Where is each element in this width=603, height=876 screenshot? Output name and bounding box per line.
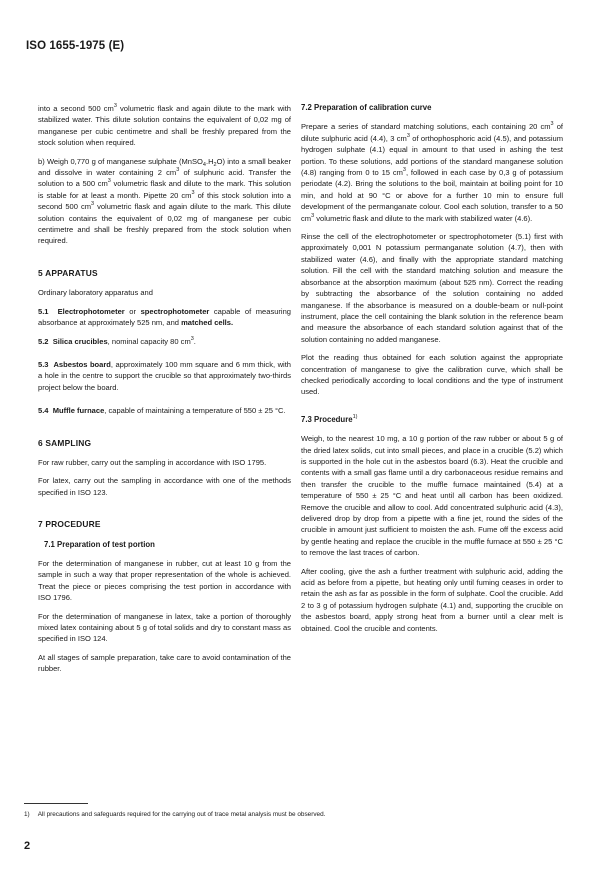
footnote-text: All precautions and safeguards required for the carrying out of trace metal analysis must be observed. — [37, 811, 326, 818]
page-number: 2 — [24, 840, 31, 852]
document-id-header: ISO 1655-1975 (E) — [26, 40, 125, 52]
footnote-ref: 1) — [352, 413, 358, 420]
term: spectrophotometer — [140, 306, 210, 316]
calibration-plot: Plot the reading thus obtained for each solution against the appropriate concentration of manganese to give the calibration curve, which shall be checked periodically according to local conditions and the type of instrument used. — [301, 353, 563, 397]
section-heading-sampling: 6 SAMPLING — [38, 437, 92, 448]
text: of orthophosphoric acid (4.5), and potassium hydrogen sulphate (4.1) equal in amount to that used in ashing the test portion. To these solutions, add portions of the standard manganese solution (4.8) ranging from 0 to 15 cm — [301, 133, 563, 178]
superscript: 3 — [190, 335, 194, 342]
text: of sulphuric acid. Transfer the solution to a 500 cm — [38, 168, 291, 189]
calibration-prepare — [301, 121, 563, 224]
text: or — [124, 306, 141, 316]
subscript: 4 — [202, 161, 206, 168]
item-number: 5.2 — [38, 336, 49, 346]
text: into a second 500 cm — [38, 104, 114, 113]
subsection-heading-7-3 — [301, 414, 563, 425]
superscript: 3 — [311, 212, 315, 219]
superscript: 3 — [107, 178, 111, 185]
footnote — [24, 811, 325, 818]
item-5-1 — [38, 306, 291, 329]
sampling-latex: For latex, carry out the sampling in accordance with one of the methods specified in ISO 123. — [38, 476, 291, 497]
text: b) Weigh 0,770 g of manganese sulphate (MnSO — [38, 156, 203, 166]
text: capable of measuring absorbance at approximately 525 nm, and — [38, 306, 291, 328]
superscript: 3 — [91, 201, 95, 208]
footnote-divider — [24, 803, 88, 804]
text: of dilute sulphuric acid (4.4), 3 cm — [301, 122, 563, 143]
term: Electrophotometer — [57, 306, 125, 316]
text: O) into a small beaker and dissolve in water containing 2 cm — [38, 156, 291, 178]
section-heading-procedure: 7 PROCEDURE — [38, 519, 101, 530]
text: volumetric flask and dilute to the mark. This solution is stable for at least a month. Pipette 20 cm — [38, 179, 292, 200]
item-number: 5.4 — [38, 406, 49, 416]
paragraph-b — [38, 156, 291, 247]
apparatus-intro: Ordinary laboratory apparatus and — [38, 288, 153, 298]
item-5-4 — [38, 405, 291, 416]
procedure-weigh: Weigh, to the nearest 10 mg, a 10 g portion of the raw rubber or about 5 g of the dried latex solids, cut into small pieces, and place in a crucible (5.2) which is supported in the hole cut in the asbestos board (6.3). Heat the crucible and contents with a small gas flame until a dry carbonaceous residue remains and then transfer the crucible to the muffle furnace maintained (5.4) at a temperature of 550 ± 25 °C and heat until all carbon has been oxidized. Remove the crucible and allow to cool. Add concentrated sulphuric acid (4.3), delivered drop by drop from a pipette with a fine jet, round the sides of the crucible in amount just sufficient to moisten the ash. Fume off the excess acid by gentle heating and replace the crucible in the muffle furnace at 550 ± 25 °C to remove the last traces of carbon. — [301, 434, 563, 558]
right-column — [301, 102, 563, 641]
text: Prepare a series of standard matching solutions, each containing 20 cm — [301, 122, 551, 132]
text: volumetric flask and dilute to the mark with stabilized water (4.6). — [314, 213, 533, 223]
test-portion-rubber: For the determination of manganese in rubber, cut at least 10 g from the sample in such a way that proper representation of the whole is achieved. Treat the piece or pieces comprising the test portion in accordance with ISO 1796. — [38, 558, 291, 603]
superscript: 3 — [550, 121, 554, 128]
text: volumetric flask and again dilute to the mark with stabilized water. This dilute solution contains the equivalent of 0,02 mg of manganese per cubic centimetre and shall be freshly prepared from the stock solution when required. — [38, 104, 291, 148]
text: , approximately 100 mm square and 6 mm thick, with a hole in the centre to support the crucible so that approximately two-thirds project below the board. — [38, 359, 291, 392]
text: , nominal capacity 80 cm — [107, 336, 191, 346]
subsection-heading-7-1: 7.1 Preparation of test portion — [44, 539, 155, 549]
heading-text: 7.3 Procedure — [301, 414, 353, 424]
text: .H — [205, 156, 214, 166]
subscript: 2 — [213, 161, 217, 168]
section-heading-apparatus: 5 APPARATUS — [38, 267, 98, 278]
item-5-3 — [38, 359, 291, 393]
text: , capable of maintaining a temperature of 550 ± 25 °C. — [104, 406, 286, 416]
term: Asbestos board — [53, 359, 111, 369]
contamination-note: At all stages of sample preparation, take care to avoid contamination of the rubber. — [38, 652, 291, 674]
item-5-2 — [38, 336, 291, 347]
term: Silica crucibles — [52, 336, 108, 346]
text: of this stock solution into a second 500 cm — [38, 190, 291, 212]
text: volumetric flask and again dilute to the mark. This dilute solution contains the equivalent of 0,02 mg of manganese per cubic centimetre and shall be freshly prepared from the stock solution when required. — [38, 202, 291, 246]
test-portion-latex: For the determination of manganese in latex, take a portion of thoroughly mixed latex containing about 5 g of total solids and dry to constant mass as specified in ISO 124. — [38, 611, 291, 644]
superscript: 3 — [113, 103, 117, 109]
left-column — [38, 103, 291, 682]
footnote-number: 1) — [24, 811, 30, 818]
superscript: 3 — [402, 167, 406, 174]
item-number: 5.1 — [38, 306, 49, 316]
item-number: 5.3 — [38, 359, 49, 369]
paragraph-continued — [38, 103, 291, 149]
text: . — [193, 336, 196, 346]
term: matched cells. — [181, 318, 234, 328]
text: , followed in each case by 0,3 g of potassium periodate (4.2). Bring the solutions to the boil, maintain at boiling point for 10 min, and hold at 90 °C or above for a further 10 min to ensure full development of the permanganate colour. Cool each solution, transfer to a 50 cm — [301, 168, 563, 223]
term: Muffle furnace — [52, 406, 105, 416]
superscript: 3 — [176, 167, 180, 174]
procedure-after-cooling: After cooling, give the ash a further treatment with sulphuric acid, adding the acid as before from a pipette, but heating only until fuming ceases in order to retain the ash as far as possible in the form of sulphate. Cool the crucible. Add 2 to 3 g of potassium hydrogen sulphate (4.1) and, supporting the crucible on the asbestos board, apply strong heat from a burner until a clear melt is obtained. Cool the crucible and contents. — [301, 566, 563, 633]
superscript: 3 — [406, 132, 410, 139]
superscript: 3 — [191, 189, 195, 196]
sampling-raw-rubber: For raw rubber, carry out the sampling in accordance with ISO 1795. — [38, 457, 267, 467]
calibration-rinse: Rinse the cell of the electrophotometer or spectrophotometer (5.1) first with approximately 0,001 N potassium permanganate solution (4.7), then with stabilized water (4.6), and finally with the appropriate standard matching solution. Fill the cell with the standard matching solution and measure the absorbance at the absorption maximum (about 525 nm). Correct the reading by subtracting the absorbance of the solution containing no added manganese. If the absorbance is measured on a double-beam or null-point instrument, place the cell containing the blank solution in the reference beam and measure the absorbance of each standard solution against that of the solution containing no added manganese. — [301, 232, 563, 344]
subsection-heading-7-2: 7.2 Preparation of calibration curve — [301, 103, 432, 112]
